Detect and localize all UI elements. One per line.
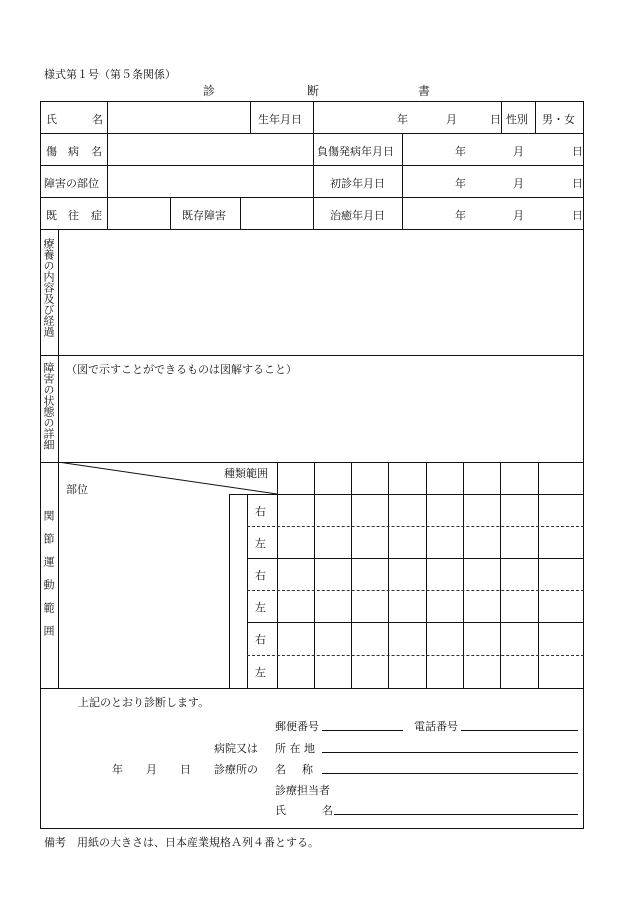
certification-statement: 上記のとおり診断します。 — [78, 696, 210, 709]
cert-day-unit: 日 — [180, 763, 191, 776]
label-col-line — [58, 229, 59, 462]
row-line — [40, 197, 584, 198]
rom-header-bottom: 部位 — [66, 483, 88, 496]
rom-label-char: 関 — [42, 510, 55, 533]
onset-day-unit: 日 — [572, 145, 583, 158]
cert-year-unit: 年 — [112, 763, 123, 776]
onset-label: 負傷発病年月日 — [317, 145, 394, 158]
frame-bottom — [40, 828, 584, 829]
address-label: 所 在 地 — [275, 742, 315, 755]
dob-day-unit: 日 — [490, 113, 501, 126]
healed-date-label: 治癒年月日 — [330, 209, 385, 222]
history-label-3: 症 — [91, 209, 102, 222]
condition-note: （図で示すことができるものは図解すること） — [66, 363, 297, 376]
col-line — [170, 197, 171, 229]
rom-dashed-line — [247, 590, 584, 591]
healed-month-unit: 月 — [513, 209, 524, 222]
sex-label: 性別 — [506, 113, 528, 126]
rom-col-line — [229, 494, 230, 688]
existing-disability-label: 既存障害 — [182, 209, 226, 222]
row-line — [40, 688, 584, 689]
clinic-name-label-2: 称 — [302, 763, 313, 776]
name-label-2: 名 — [92, 113, 103, 126]
form-number: 様式第１号（第５条関係） — [44, 68, 176, 81]
first-visit-day-unit: 日 — [572, 177, 583, 190]
history-label-1: 既 — [46, 209, 57, 222]
dob-label: 生年月日 — [258, 113, 302, 126]
injury-label-3: 名 — [91, 145, 102, 158]
rom-label-char: 囲 — [42, 625, 55, 648]
site-label: 障害の部位 — [44, 177, 99, 190]
cert-month-unit: 月 — [146, 763, 157, 776]
rom-side-right: 右 — [255, 569, 266, 582]
title-char-3: 書 — [418, 84, 431, 98]
address-field[interactable] — [322, 739, 578, 753]
clinic-name-label-1: 名 — [275, 763, 286, 776]
row-line — [40, 133, 584, 134]
row-line — [40, 355, 584, 356]
rom-side-right: 右 — [255, 633, 266, 646]
injury-label-1: 傷 — [46, 145, 57, 158]
clinic-name-field[interactable] — [322, 760, 578, 774]
rom-label-char: 運 — [42, 556, 55, 579]
name-label-1: 氏 — [46, 113, 57, 126]
col-line — [107, 101, 108, 229]
phone-label: 電話番号 — [414, 720, 458, 733]
dob-year-unit: 年 — [397, 113, 408, 126]
onset-month-unit: 月 — [513, 145, 524, 158]
rom-label-col-line — [58, 462, 59, 688]
healed-year-unit: 年 — [455, 209, 466, 222]
title-char-2: 断 — [307, 84, 320, 98]
rom-label-char: 動 — [42, 579, 55, 602]
footer-note: 備考 用紙の大きさは、日本産業規格Ａ列４番とする。 — [44, 836, 319, 849]
rom-label-char: 範 — [42, 602, 55, 625]
postal-label: 郵便番号 — [275, 720, 319, 733]
rom-header-line — [229, 494, 584, 495]
rom-row-line — [247, 558, 584, 559]
healed-day-unit: 日 — [572, 209, 583, 222]
first-visit-label: 初診年月日 — [330, 177, 385, 190]
rom-row-line — [247, 622, 584, 623]
rom-col-line — [247, 494, 248, 688]
rom-side-left: 左 — [255, 601, 266, 614]
postal-field[interactable] — [322, 717, 403, 731]
rom-label — [43, 510, 54, 648]
rom-side-left: 左 — [255, 666, 266, 679]
rom-side-left: 左 — [255, 537, 266, 550]
row-line — [40, 229, 584, 230]
sex-value: 男・女 — [542, 113, 575, 126]
col-line — [250, 101, 251, 133]
onset-year-unit: 年 — [455, 145, 466, 158]
rom-label-char: 節 — [42, 533, 55, 556]
col-line — [402, 133, 403, 229]
frame-right — [583, 101, 584, 829]
col-line — [535, 101, 536, 133]
injury-label-2: 病 — [68, 145, 79, 158]
row-line — [40, 165, 584, 166]
first-visit-year-unit: 年 — [455, 177, 466, 190]
rom-dashed-line — [247, 526, 584, 527]
frame-left — [40, 101, 41, 829]
col-line — [501, 101, 502, 133]
col-line — [313, 101, 314, 229]
history-label-2: 往 — [68, 209, 79, 222]
rom-dashed-line — [247, 655, 584, 656]
doctor-name-label-2: 名 — [322, 804, 333, 817]
col-line — [240, 197, 241, 229]
doctor-name-field[interactable] — [334, 801, 578, 815]
first-visit-month-unit: 月 — [513, 177, 524, 190]
doctor-name-label-1: 氏 — [275, 804, 286, 817]
frame-top — [40, 101, 584, 102]
hospital-label-2: 診療所の — [214, 763, 258, 776]
title-char-1: 診 — [203, 84, 216, 98]
condition-label: 障害の状態の詳細 — [42, 362, 55, 450]
treatment-label: 療養の内容及び経過 — [42, 238, 55, 337]
doctor-label: 診療担当者 — [275, 784, 330, 797]
rom-header-top: 種類範囲 — [224, 467, 268, 480]
dob-month-unit: 月 — [446, 113, 457, 126]
hospital-label-1: 病院又は — [214, 742, 258, 755]
phone-field[interactable] — [461, 717, 578, 731]
rom-side-right: 右 — [255, 505, 266, 518]
